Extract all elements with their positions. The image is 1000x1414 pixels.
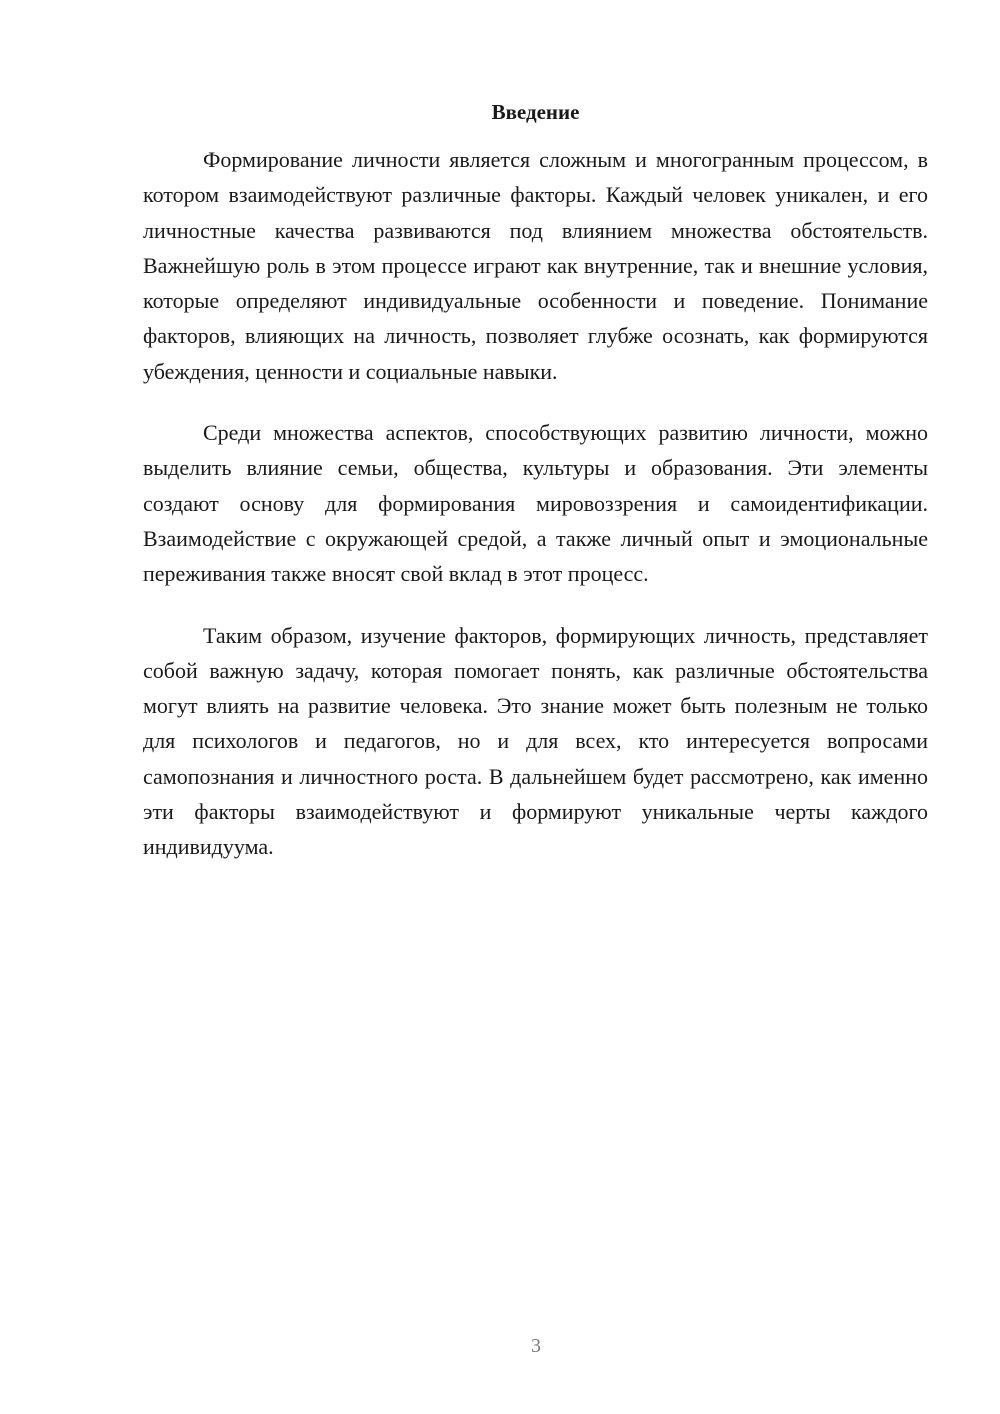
body-text (143, 142, 928, 891)
paragraph-1: Формирование личности является сложным и многогранным процессом, в котором взаимодействуют различные факторы. Каждый человек уникален, и его личностные качества развиваются под влиянием множества обстоятельств. Важнейшую роль в этом процессе играют как внутренние, так и внешние условия, которые определяют индивидуальные особенности и поведение. Понимание факторов, влияющих на личность, позволяет глубже осознать, как формируются убеждения, ценности и социальные навыки. (143, 147, 928, 384)
paragraph-2: Среди множества аспектов, способствующих развитию личности, можно выделить влияние семьи, общества, культуры и образования. Эти элементы создают основу для формирования мировоззрения и самоидентификации. Взаимодействие с окружающей средой, а также личный опыт и эмоциональные переживания также вносят свой вклад в этот процесс. (143, 420, 928, 587)
page-number: 3 (531, 1335, 541, 1357)
paragraph-3: Таким образом, изучение факторов, формирующих личность, представляет собой важную задачу, которая помогает понять, как различные обстоятельства могут влиять на развитие человека. Это знание может быть полезным не только для психологов и педагогов, но и для всех, кто интересуется вопросами самопознания и личностного роста. В дальнейшем будет рассмотрено, как именно эти факторы взаимодействуют и формируют уникальные черты каждого индивидуума. (143, 622, 928, 860)
section-heading: Введение (491, 100, 580, 124)
